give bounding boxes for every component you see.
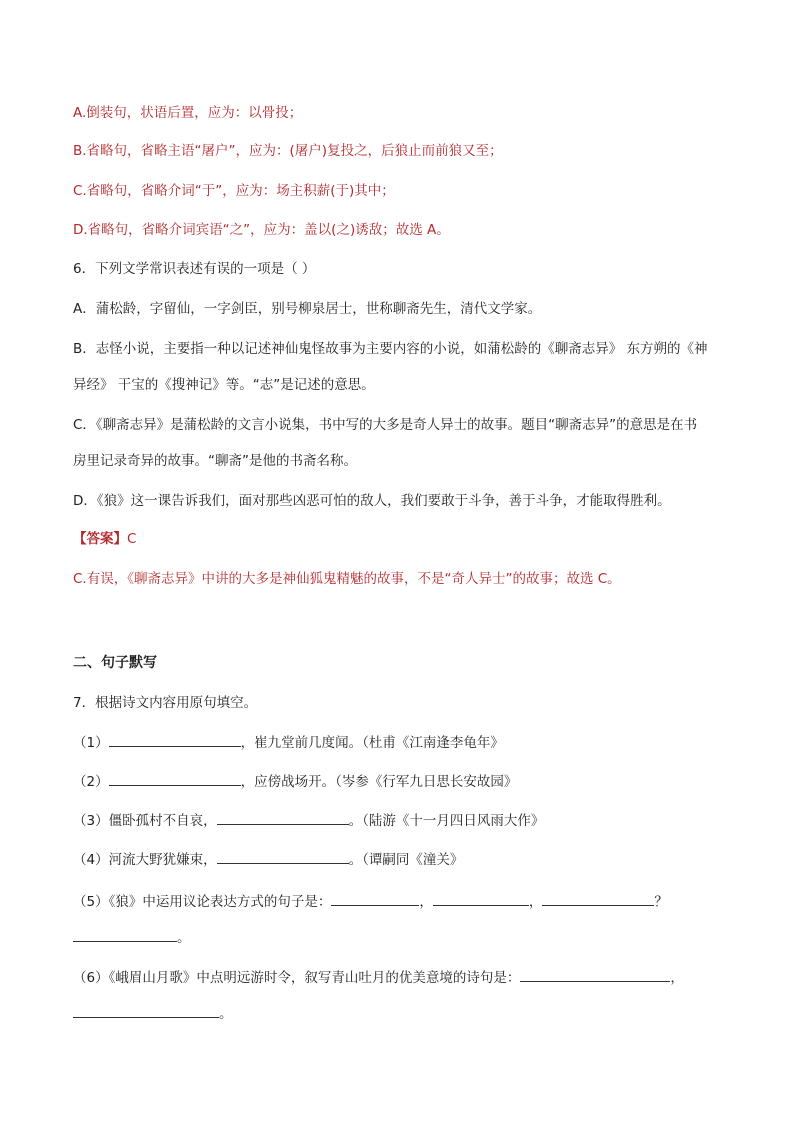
q7-item-2: （2） ，应傍战场开。（岑参《行军九日思长安故园》: [73, 774, 518, 790]
fill-blank[interactable]: [542, 892, 654, 906]
answer-label: 【答案】: [73, 531, 127, 547]
explanation-d: D.省略句，省略介词宾语“之”，应为：盖以(之)诱敌；故选 A。: [73, 222, 450, 238]
fill-blank[interactable]: [520, 968, 670, 982]
fill-blank[interactable]: [331, 892, 419, 906]
q7-item-4: （4）河流大野犹嫌束， 。（谭嗣同《潼关》: [73, 852, 464, 868]
q6-explanation: C.有误，《聊斋志异》中讲的大多是神仙狐鬼精魅的故事，不是“奇人异士”的故事；故选 C。: [73, 571, 621, 587]
q7-item-3: （3）僵卧孤村不自哀， 。（陆游《十一月四日风雨大作》: [73, 813, 545, 829]
q6-stem: 6．下列文学常识表述有误的一项是（ ）: [73, 261, 316, 277]
q6-option-c-line1: C．《聊斋志异》是蒲松龄的文言小说集，书中写的大多是奇人异士的故事。题目“聊斋志异”的意思是在书: [73, 417, 698, 433]
q7-item-1: （1） ，崔九堂前几度闻。（杜甫《江南逢李龟年》: [73, 735, 504, 751]
q6-option-d: D．《狼》这一课告诉我们，面对那些凶恶可怕的敌人，我们要敢于斗争，善于斗争，才能取得胜利。: [73, 493, 671, 509]
fill-blank[interactable]: [217, 811, 349, 825]
explanation-c: C.省略句，省略介词“于”，应为：场主积薪(于)其中；: [73, 183, 395, 199]
fill-blank[interactable]: [73, 1004, 219, 1018]
q7-item-6: （6）《峨眉山月歌》中点明远游时令，叙写青山吐月的优美意境的诗句是： ，: [73, 970, 684, 986]
explanation-b: B.省略句，省略主语“屠户”，应为：(屠户)复投之，后狼止而前狼又至；: [73, 143, 503, 159]
fill-blank[interactable]: [109, 772, 241, 786]
answer-line: [73, 530, 723, 548]
fill-blank[interactable]: [109, 733, 241, 747]
q6-option-c-line2: 房里记录奇异的故事。“聊斋”是他的书斋名称。: [73, 453, 357, 469]
explanation-a: A.倒装句，状语后置，应为：以骨投；: [73, 105, 303, 121]
fill-blank[interactable]: [433, 892, 529, 906]
fill-blank[interactable]: [217, 850, 349, 864]
q6-option-b-line2: 异经》 干宝的《搜神记》等。“志”是记述的意思。: [73, 377, 375, 393]
section-title: 二、句子默写: [73, 655, 157, 671]
q7-item-6-cont: 。: [73, 1004, 723, 1023]
q7-item-5-cont: 。: [73, 928, 723, 947]
q6-option-a: A．蒲松龄，字留仙，一字剑臣，别号柳泉居士，世称聊斋先生，清代文学家。: [73, 301, 542, 317]
answer-value: C: [127, 531, 137, 547]
q7-stem: 7．根据诗文内容用原句填空。: [73, 695, 258, 711]
fill-blank[interactable]: [73, 928, 177, 942]
q6-option-b-line1: B．志怪小说，主要指一种以记述神仙鬼怪故事为主要内容的小说，如蒲松龄的《聊斋志异》 东方朔的《神: [73, 341, 708, 357]
q7-item-5: （5）《狼》中运用议论表达方式的句子是： ， ， ？: [73, 894, 668, 910]
